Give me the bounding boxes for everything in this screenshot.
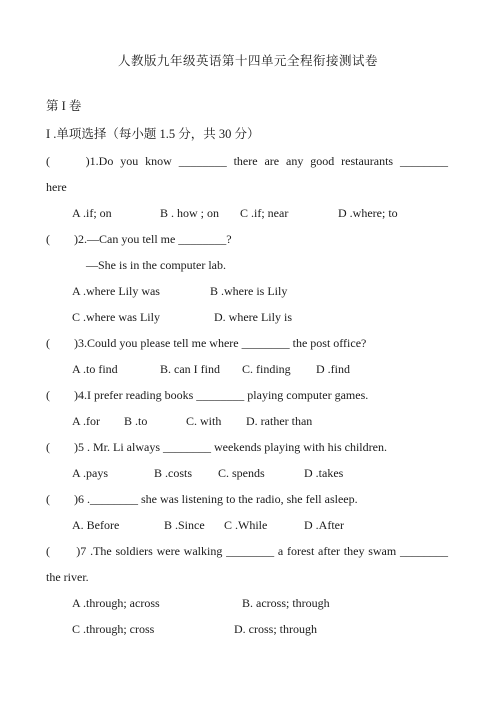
option-a: A .through; across [72, 596, 160, 610]
option-b: B. can I find [160, 362, 220, 376]
option-b: B .costs [154, 466, 193, 480]
option-b: B .Since [164, 518, 205, 532]
option-d: D. cross; through [234, 622, 317, 636]
option-a: A .for [72, 414, 100, 428]
question-2-reply: —She is in the computer lab. [86, 258, 226, 272]
option-d: D. where Lily is [214, 310, 292, 324]
question-5-stem: ( )5 . Mr. Li always ________ weekends playing with his children. [46, 440, 387, 454]
option-d: D .where; to [338, 206, 398, 220]
option-c: C. spends [218, 466, 265, 480]
option-d: D. rather than [246, 414, 313, 428]
option-a: A .pays [72, 466, 108, 480]
option-b: B . how ; on [160, 206, 220, 220]
question-7-stem: ( )7 .The soldiers were walking ________ a forest after they swam ________ [46, 544, 448, 558]
part-heading: 第 I 卷 [46, 99, 82, 113]
question-7-stem-cont: the river. [46, 570, 89, 584]
option-a: A. Before [72, 518, 120, 532]
question-4-stem: ( )4.I prefer reading books ________ playing computer games. [46, 388, 369, 402]
question-1-stem-cont: here [46, 180, 67, 194]
option-a: A .if; on [72, 206, 112, 220]
option-d: D .takes [304, 466, 344, 480]
option-d: D .After [304, 518, 344, 532]
option-a: A .to find [72, 362, 118, 376]
option-b: B .where is Lily [210, 284, 288, 298]
question-1-stem: ( )1.Do you know ________ there are any good restaurants ________ [46, 154, 448, 168]
option-c: C .through; cross [72, 622, 155, 636]
question-2-stem: ( )2.—Can you tell me ________? [46, 232, 232, 246]
exam-title: 人教版九年级英语第十四单元全程衔接测试卷 [117, 54, 378, 68]
option-c: C .where was Lily [72, 310, 160, 324]
option-b: B .to [124, 414, 148, 428]
option-a: A .where Lily was [72, 284, 160, 298]
question-3-stem: ( )3.Could you please tell me where ________ the post office? [46, 336, 367, 350]
option-c: C. finding [242, 362, 291, 376]
option-d: D .find [316, 362, 350, 376]
section-heading: I .单项选择（每小题 1.5 分，共 30 分） [46, 127, 260, 141]
option-b: B. across; through [242, 596, 330, 610]
option-c: C .if; near [240, 206, 289, 220]
option-c: C .While [224, 518, 268, 532]
question-6-stem: ( )6 .________ she was listening to the radio, she fell asleep. [46, 492, 358, 506]
option-c: C. with [186, 414, 222, 428]
